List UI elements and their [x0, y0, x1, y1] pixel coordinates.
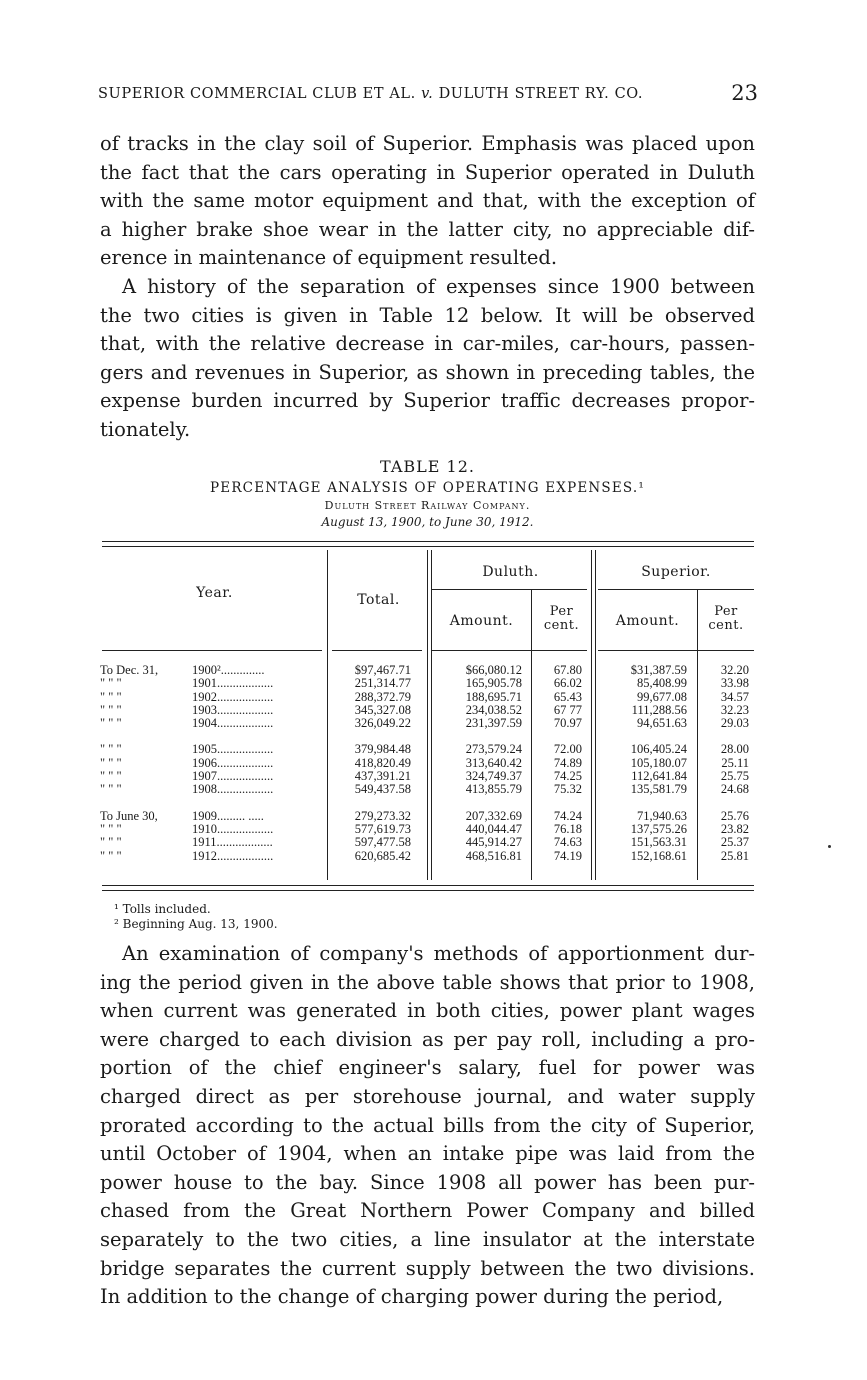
group-spacer — [100, 797, 325, 810]
year-prefix: " " " — [100, 835, 122, 850]
year-prefix: " " " — [100, 742, 122, 757]
superior-percent-cell: 25.81 — [720, 848, 749, 863]
vrule-total-duluth-a — [427, 550, 428, 880]
year-value: 1904.................. — [192, 716, 274, 731]
superior-amount-cell: 85,408.99 — [637, 676, 687, 691]
footnotes — [114, 902, 278, 932]
footnote-1: ¹ Tolls included. — [114, 902, 211, 916]
table-title: PERCENTAGE ANALYSIS OF OPERATING EXPENSES.¹ — [209, 480, 645, 496]
duluth-amount-cell: 207,332.69 — [465, 808, 522, 823]
table-top-rule — [102, 541, 754, 542]
footnote-2: ² Beginning Aug. 13, 1900. — [114, 917, 278, 931]
duluth-amount-cell: 440,044.47 — [465, 821, 522, 836]
text-line: chased from the Great Northern Power Company and billed — [100, 1199, 755, 1223]
text-line: prorated according to the actual bills from the city of Superior, — [100, 1113, 755, 1137]
duluth-percent-cell: 65.43 — [553, 689, 582, 704]
text-line: power house to the bay. Since 1908 all power has been pur- — [100, 1170, 755, 1194]
duluth-span-rule — [432, 589, 587, 590]
text-line: erence in maintenance of equipment resulted. — [100, 246, 558, 270]
superior-percent-cell: 25.37 — [720, 835, 749, 850]
header-superior-amount: Amount. — [615, 613, 680, 629]
header-per: Per — [714, 604, 738, 619]
duluth-amount-cell: 273,579.24 — [465, 742, 522, 757]
duluth-amount-cell: $66,080.12 — [465, 663, 522, 677]
superior-amount-cell: 106,405.24 — [630, 742, 687, 757]
superior-amount-cell: 94,651.63 — [637, 716, 687, 731]
year-prefix: " " " — [100, 755, 122, 770]
duluth-amount-cell: 413,855.79 — [465, 782, 522, 797]
total-cell: 379,984.48 — [354, 742, 411, 757]
duluth-percent-cell: 67 77 — [553, 702, 582, 717]
superior-amount-cell: 151,563.31 — [630, 835, 687, 850]
year-value: 1900².............. — [192, 663, 265, 677]
header-year: Year. — [196, 585, 233, 601]
duluth-percent-cell: 72.00 — [553, 742, 582, 757]
vrule-duluth-amount-pct — [531, 590, 532, 880]
year-cell — [100, 743, 325, 756]
year-value: 1902.................. — [192, 689, 274, 704]
year-value: 1908.................. — [192, 782, 274, 797]
text-line: portion of the chief engineer's salary, fuel for power was — [100, 1056, 755, 1080]
text-line: charged direct as per storehouse journal, and water supply — [100, 1084, 755, 1108]
text-line: when current was generated in both cities, power plant wages — [100, 999, 755, 1023]
year-cell — [100, 836, 325, 849]
header-rule-superior — [598, 650, 754, 651]
year-cell — [100, 783, 325, 796]
stray-mark — [828, 845, 831, 848]
text-line: An examination of company's methods of apportionment dur- — [122, 942, 755, 965]
superior-amount-cell: 111,288.56 — [631, 702, 687, 717]
year-cell — [100, 664, 325, 677]
duluth-percent-cell: 70.97 — [553, 716, 582, 731]
text-line: ing the period given in the above table shows that prior to 1908, — [100, 970, 755, 994]
running-head-left — [98, 86, 643, 102]
superior-percent-column — [704, 664, 749, 863]
header-total: Total. — [357, 592, 400, 608]
duluth-amount-cell: 324,749.37 — [465, 769, 522, 784]
total-cell: 288,372.79 — [354, 689, 411, 704]
superior-amount-column — [612, 664, 687, 863]
paragraph-2 — [100, 273, 755, 445]
duluth-percent-cell: 74.25 — [553, 769, 582, 784]
table-number: TABLE 12. — [380, 457, 475, 476]
text-line: tionately. — [100, 417, 191, 441]
duluth-amount-cell: 188,695.71 — [465, 689, 522, 704]
duluth-percent-cell: 74.89 — [553, 755, 582, 770]
year-prefix: " " " — [100, 689, 122, 704]
header-superior: Superior. — [641, 564, 711, 580]
year-prefix: " " " — [100, 716, 122, 731]
vrule-duluth-superior-a — [591, 550, 592, 880]
text-line: the two cities is given in Table 12 below. It will be observed — [100, 303, 755, 327]
duluth-amount-cell: 313,640.42 — [465, 755, 522, 770]
text-line: separately to the two cities, a line insulator at the interstate — [100, 1227, 755, 1251]
year-prefix: " " " — [100, 782, 122, 797]
duluth-percent-cell: 74.63 — [553, 835, 582, 850]
group-spacer — [442, 797, 522, 810]
year-value: 1905.................. — [192, 742, 274, 757]
duluth-amount-cell: 445,914.27 — [465, 835, 522, 850]
year-value: 1910.................. — [192, 821, 274, 836]
superior-amount-cell: 112,641.84 — [631, 769, 687, 784]
header-rule-total — [332, 650, 422, 651]
total-cell: $97,467.71 — [354, 663, 411, 677]
duluth-amount-column — [442, 664, 522, 863]
table-period: August 13, 1900, to June 30, 1912. — [321, 515, 534, 529]
year-prefix: To Dec. 31, — [100, 663, 159, 677]
year-cell — [100, 757, 325, 770]
group-spacer — [333, 797, 411, 810]
superior-percent-cell: 25.11 — [721, 755, 749, 770]
superior-amount-cell: 135,581.79 — [630, 782, 687, 797]
text-line: In addition to the change of charging power during the period, — [100, 1285, 724, 1309]
year-prefix: " " " — [100, 702, 122, 717]
group-spacer — [612, 797, 687, 810]
year-value: 1906.................. — [192, 755, 274, 770]
year-column — [100, 664, 325, 863]
superior-percent-cell: 25.76 — [720, 808, 749, 823]
total-cell: 251,314.77 — [354, 676, 411, 691]
duluth-percent-cell: 66.02 — [553, 676, 582, 691]
superior-amount-cell: 99,677.08 — [637, 689, 687, 704]
year-value: 1907.................. — [192, 769, 274, 784]
header-duluth-amount: Amount. — [449, 613, 514, 629]
page-number: 23 — [731, 81, 758, 105]
header-duluth: Duluth. — [482, 564, 539, 580]
year-value: 1903.................. — [192, 702, 274, 717]
total-cell: 620,685.42 — [354, 848, 411, 863]
vrule-duluth-superior-b — [595, 550, 596, 880]
text-line: were charged to each division as per pay roll, including a pro- — [100, 1027, 755, 1051]
year-prefix: " " " — [100, 769, 122, 784]
superior-amount-cell: $31,387.59 — [630, 663, 687, 677]
superior-percent-cell: 28.00 — [720, 742, 749, 757]
text-line: until October of 1904, when an intake pipe was laid from the — [100, 1142, 755, 1166]
text-line: A history of the separation of expenses since 1900 between — [122, 275, 755, 298]
total-column — [333, 664, 411, 863]
year-cell — [100, 691, 325, 704]
duluth-amount-cell: 231,397.59 — [465, 716, 522, 731]
year-value: 1909......... ..... — [192, 808, 264, 823]
table-bottom-rule-2 — [102, 890, 754, 891]
superior-percent-cell: 29.03 — [720, 716, 749, 731]
duluth-percent-cell: 74.19 — [553, 848, 582, 863]
superior-percent-cell: 32.23 — [720, 702, 749, 717]
total-cell: 437,391.21 — [354, 769, 411, 784]
year-prefix: " " " — [100, 676, 122, 691]
header-superior-percent — [698, 605, 754, 633]
header-cent: cent. — [543, 618, 580, 633]
running-head — [98, 81, 758, 105]
superior-amount-cell: 105,180.07 — [630, 755, 687, 770]
year-cell — [100, 810, 325, 823]
vrule-total-duluth-b — [431, 550, 432, 880]
duluth-amount-cell: 468,516.81 — [465, 848, 522, 863]
superior-percent-cell: 23.82 — [720, 821, 749, 836]
duluth-percent-cell: 67.80 — [553, 663, 582, 677]
text-line: with the same motor equipment and that, with the exception of — [100, 189, 755, 213]
year-cell — [100, 677, 325, 690]
paragraph-1 — [100, 130, 755, 273]
superior-amount-cell: 137,575.26 — [630, 821, 687, 836]
year-value: 1901.................. — [192, 676, 274, 691]
year-value: 1911.................. — [192, 835, 273, 850]
superior-percent-cell: 33.98 — [720, 676, 749, 691]
paragraph-3 — [100, 940, 755, 1312]
header-per: Per — [549, 604, 574, 619]
vrule-year-total — [327, 550, 328, 880]
duluth-percent-column — [538, 664, 582, 863]
header-duluth-percent — [532, 605, 591, 633]
year-prefix: " " " — [100, 821, 122, 836]
duluth-percent-cell: 75.32 — [553, 782, 582, 797]
superior-span-rule — [598, 589, 754, 590]
total-cell: 577,619.73 — [354, 821, 411, 836]
year-cell — [100, 770, 325, 783]
text-line: of tracks in the clay soil of Superior. Emphasis was placed upon — [100, 132, 755, 155]
running-head-respondent: DULUTH STREET RY. CO. — [438, 86, 644, 102]
year-cell — [100, 823, 325, 836]
year-value: 1912.................. — [192, 848, 274, 863]
year-cell — [100, 850, 325, 863]
total-cell: 345,327.08 — [354, 702, 411, 717]
running-head-parties: SUPERIOR COMMERCIAL CLUB ET AL. — [98, 86, 416, 102]
text-line: the fact that the cars operating in Superior operated in Duluth — [100, 160, 755, 184]
total-cell: 597,477.58 — [354, 835, 411, 850]
superior-percent-cell: 34.57 — [720, 689, 749, 704]
vrule-superior-amount-pct — [697, 590, 698, 880]
superior-amount-cell: 152,168.61 — [630, 848, 687, 863]
group-spacer — [704, 797, 749, 810]
header-rule-year — [102, 650, 322, 651]
year-prefix: " " " — [100, 848, 122, 863]
header-rule-duluth — [432, 650, 587, 651]
group-spacer — [538, 797, 582, 810]
total-cell: 279,273.32 — [354, 808, 411, 823]
total-cell: 418,820.49 — [354, 755, 411, 770]
text-line: that, with the relative decrease in car-miles, car-hours, passen- — [100, 332, 755, 356]
text-line: gers and revenues in Superior, as shown in preceding tables, the — [100, 360, 755, 384]
superior-percent-cell: 24.68 — [720, 782, 749, 797]
table-company: Duluth Street Railway Company. — [324, 499, 531, 512]
superior-percent-cell: 25.75 — [720, 769, 749, 784]
running-head-versus: v. — [421, 86, 434, 102]
text-line: expense burden incurred by Superior traffic decreases propor- — [100, 389, 755, 413]
table-top-rule-2 — [102, 546, 754, 547]
duluth-amount-cell: 234,038.52 — [465, 702, 522, 717]
year-cell — [100, 704, 325, 717]
duluth-percent-cell: 76.18 — [553, 821, 582, 836]
total-cell: 549,437.58 — [354, 782, 411, 797]
text-line: a higher brake shoe wear in the latter city, no appreciable dif- — [100, 217, 755, 241]
header-cent: cent. — [708, 618, 744, 633]
text-line: bridge separates the current supply between the two divisions. — [100, 1256, 755, 1280]
year-cell — [100, 717, 325, 730]
table-bottom-rule — [102, 885, 754, 886]
year-prefix: To June 30, — [100, 808, 158, 823]
duluth-percent-cell: 74.24 — [553, 808, 582, 823]
superior-amount-cell: 71,940.63 — [637, 808, 687, 823]
duluth-amount-cell: 165,905.78 — [465, 676, 522, 691]
total-cell: 326,049.22 — [354, 716, 411, 731]
superior-percent-cell: 32.20 — [720, 663, 749, 677]
